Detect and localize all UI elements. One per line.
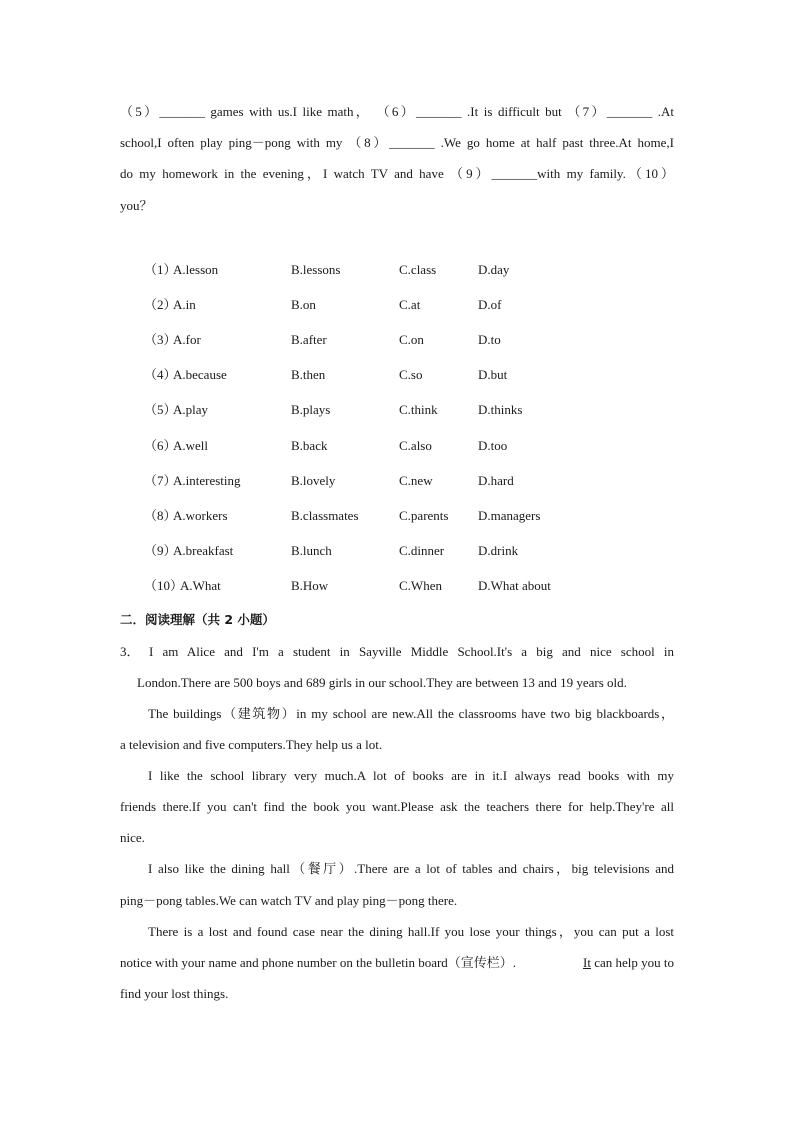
option-d: D.day (478, 262, 510, 277)
passage-text: notice with your name and phone number on the bulletin board（宣传栏）. (120, 955, 517, 970)
question-number: （3） (144, 332, 177, 347)
question-number: 3． (120, 644, 140, 659)
passage-line: nice. (120, 830, 145, 845)
option-b: B.How (291, 578, 329, 593)
option-d: D.drink (478, 543, 519, 558)
passage-text: can help you to (590, 955, 674, 970)
question-number: （6） (144, 438, 177, 453)
passage-line: London.There are 500 boys and 689 girls in our school.They are between 13 and 19 years old. (137, 675, 627, 690)
option-b: B.then (291, 367, 326, 382)
option-a: A.breakfast (173, 543, 234, 558)
passage-line: The buildings（建筑物）in my school are new.All the classrooms have two big blackboards， (148, 706, 674, 721)
option-d: D.What about (478, 578, 551, 593)
option-d: D.to (478, 332, 501, 347)
question-number: （7） (144, 473, 177, 488)
option-d: D.hard (478, 473, 514, 488)
option-a: A.workers (173, 508, 228, 523)
option-b: B.classmates (291, 508, 359, 523)
option-b: B.lunch (291, 543, 332, 558)
option-b: B.after (291, 332, 327, 347)
option-b: B.lessons (291, 262, 341, 277)
option-c: C.at (399, 297, 421, 312)
option-d: D.of (478, 297, 502, 312)
option-b: B.lovely (291, 473, 336, 488)
passage-line: （5）_______ games with us.I like math， （6）_______ .It is difficult but （7）_______ .At (120, 104, 674, 119)
passage-line (120, 954, 674, 972)
option-b: B.plays (291, 402, 331, 417)
passage-text-tail (583, 954, 674, 972)
option-a: A.interesting (173, 473, 241, 488)
passage-line: school,I often play ping－pong with my （8）_______ .We go home at half past three.At home,I (120, 135, 674, 150)
question-number: （9） (144, 543, 177, 558)
question-number: （5） (144, 402, 177, 417)
option-a: A.in (173, 297, 196, 312)
option-c: C.on (399, 332, 424, 347)
option-a: A.play (173, 402, 209, 417)
option-d: D.thinks (478, 402, 523, 417)
option-c: C.class (399, 262, 437, 277)
passage-line: you？ (120, 198, 153, 213)
option-c: C.parents (399, 508, 449, 523)
passage-line: ping－pong tables.We can watch TV and play ping－pong there. (120, 893, 458, 908)
question-number: （8） (144, 508, 177, 523)
option-a: A.because (173, 367, 227, 382)
option-c: C.also (399, 438, 432, 453)
option-c: C.so (399, 367, 423, 382)
passage-line: I like the school library very much.A lot of books are in it.I always read books with my (148, 768, 674, 783)
option-a: A.well (173, 438, 209, 453)
passage-line: There is a lost and found case near the dining hall.If you lose your things，you can put a lost (148, 924, 674, 939)
option-d: D.managers (478, 508, 541, 523)
question-number: （2） (144, 297, 177, 312)
option-c: C.When (399, 578, 442, 593)
passage-line: friends there.If you can't find the book you want.Please ask the teachers there for help.They're all (120, 799, 674, 814)
question-number: （4） (144, 367, 177, 382)
option-c: C.new (399, 473, 433, 488)
passage-line: a television and five computers.They help us a lot. (120, 737, 383, 752)
option-b: B.back (291, 438, 328, 453)
passage-line: I am Alice and I'm a student in Sayville Middle School.It's a big and nice school in (149, 644, 674, 659)
option-c: C.dinner (399, 543, 445, 558)
passage-line: do my homework in the evening，I watch TV and have （9）_______with my family.（10） (120, 166, 674, 181)
option-c: C.think (399, 402, 438, 417)
question-number: （1） (144, 262, 177, 277)
option-a: A.for (173, 332, 201, 347)
passage-line: find your lost things. (120, 986, 229, 1001)
option-d: D.but (478, 367, 508, 382)
option-b: B.on (291, 297, 316, 312)
option-a: A.What (180, 578, 221, 593)
passage-line: I also like the dining hall（餐厅）.There are a lot of tables and chairs，big televisions and (148, 861, 674, 876)
section-heading: 二．阅读理解（共 2 小题） (120, 612, 275, 627)
option-a: A.lesson (173, 262, 219, 277)
option-d: D.too (478, 438, 508, 453)
question-number: （10） (144, 578, 184, 593)
underlined-word: It (583, 955, 591, 970)
